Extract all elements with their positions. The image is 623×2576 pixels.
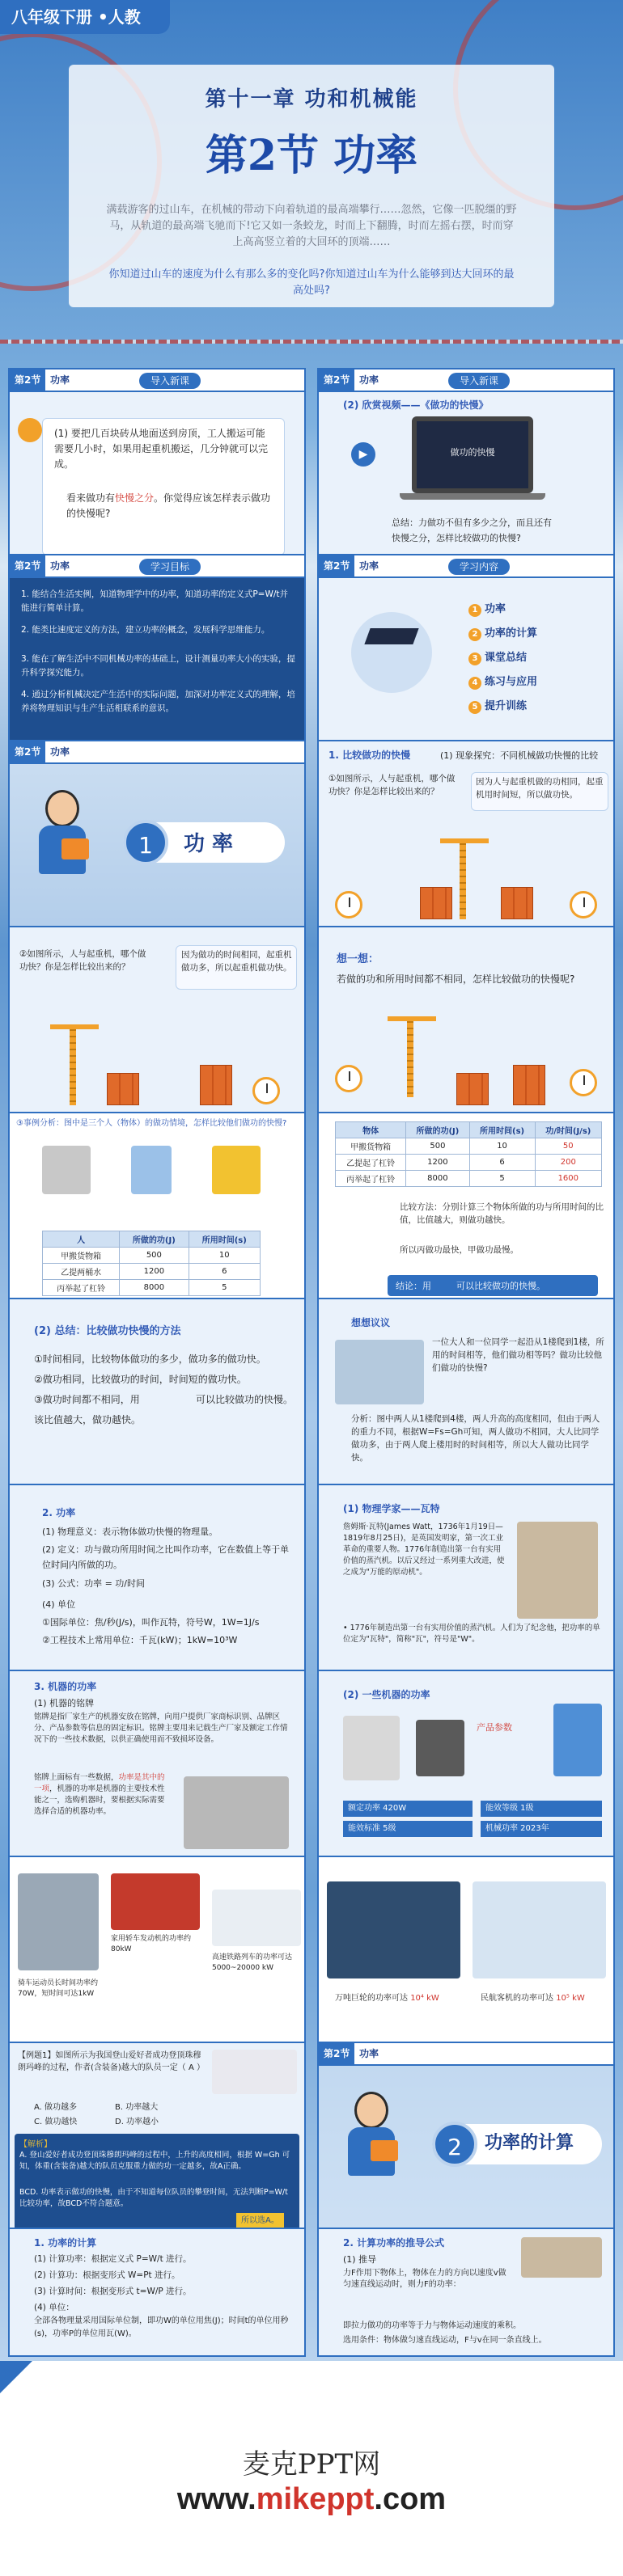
menu-item-summary[interactable]: 3 课堂总结 <box>468 648 527 665</box>
method-2: ②做功相同，比较做功的时间，时间短的做功快。 <box>34 1374 247 1385</box>
paragraph-1: 铭牌是指厂家生产的机器安放在铭牌，向用户提供厂家商标识别、品牌区分、产品参数等信息的固定标识。铭牌主要用来记载生产厂家及额定工作情况下的一些技术数据，以供正确使用而不致损坏设备。 <box>34 1712 288 1744</box>
menu-item-practice[interactable]: 4 练习与应用 <box>468 673 537 690</box>
section-title: 第2节 功率 <box>205 131 418 180</box>
option-d[interactable]: D. 功率越小 <box>115 2118 159 2126</box>
calc-3: (3) 计算时间：根据变形式 t=W/P 进行。 <box>34 2287 192 2296</box>
derivation-conclusion: 即拉力做功的功率等于力与物体运动速度的乘积。 <box>343 2321 521 2330</box>
slide-power-definition <box>8 1484 306 1690</box>
crane-icon <box>388 1008 436 1097</box>
clock-icon <box>570 1069 597 1096</box>
slide-tag: 导入新课 <box>139 373 201 389</box>
video-caption: 总结：力做功不但有多少之分，而且还有快慢之分，怎样比较做功的快慢? <box>392 517 552 543</box>
clock-icon <box>335 891 362 918</box>
calc-4: (4) 单位： <box>34 2303 74 2312</box>
objective-3: 3. 能在了解生活中不同机械功率的基础上，设计测量功率大小的实验，提升科学探究能力。 <box>21 654 295 678</box>
definition-formula: (3) 公式：功率 = 功/时间 <box>42 1578 145 1589</box>
heading: 1. 比较做功的快慢 <box>328 750 411 761</box>
rail-decoration <box>0 340 623 344</box>
question: ①如图所示，人与起重机，哪个做功快？你是怎样比较出来的？ <box>328 774 456 796</box>
slide-discuss <box>317 1298 615 1504</box>
laptop-screen[interactable] <box>412 416 533 493</box>
explanation-a: A. 登山爱好者成功登顶珠穆朗玛峰的过程中，上升的高度相同，根据 W=Gh 可知，体重(含装备)越大的队员克服重力做的功一定越多，故A正确。 <box>19 2151 290 2171</box>
watt-portrait <box>517 1522 598 1619</box>
heading: 想想议议 <box>351 1317 391 1328</box>
video-subtitle: (2) 欣赏视频——《做功的快慢》 <box>343 399 489 411</box>
slide-number: 第2节 <box>319 370 354 391</box>
subheading: (1) 现象探究：不同机械做功快慢的比较 <box>440 750 599 761</box>
cover-question: 你知道过山车的速度为什么有那么多的变化吗?你知道过山车为什么能够到达大回环的最高处吗? <box>108 268 515 297</box>
airplane-photo <box>473 1881 606 1978</box>
slide-contents <box>317 554 615 760</box>
menu-item-calc[interactable]: 2 功率的计算 <box>468 624 537 641</box>
analysis: 分析：图中两人从1楼爬到4楼，两人升高的高度相同，但由于两人的重力不同，根据W=Fs=Gh可知，两人做功不相同，大人比同学做功多，由于两人爬上楼用时的时间相等，所以大人做功比同学快。 <box>351 1414 600 1463</box>
car-caption: 家用轿车发动机的功率约80kW <box>111 1935 192 1953</box>
nameplate-illustration <box>184 1776 289 1849</box>
corner-decoration <box>0 2361 32 2393</box>
cap-icon <box>364 628 418 644</box>
bricks-icon <box>200 1065 232 1105</box>
explanation-bcd: BCD. 功率表示做功的快慢，由于不知道每位队员的攀登时间，无法判断P=W/t比较功率，故BCD不符合题意。 <box>19 2188 288 2208</box>
cyclist-caption: 骑车运动员长时间功率约70W，短时间可达1kW <box>18 1979 99 1998</box>
heading: (2) 一些机器的功率 <box>343 1689 430 1700</box>
slide-label: 功率 <box>50 560 70 572</box>
buckets-illustration <box>131 1146 172 1194</box>
explanation-label: 【解析】 <box>19 2140 52 2149</box>
climber-illustration <box>212 2050 297 2094</box>
clock-icon <box>570 891 597 918</box>
bricks-icon <box>513 1065 545 1105</box>
question: 若做的功和所用时间都不相同，怎样比较做功的快慢呢? <box>337 973 575 985</box>
option-c[interactable]: C. 做功越快 <box>34 2118 78 2126</box>
bricks-icon <box>456 1073 489 1105</box>
forklift-illustration <box>212 1146 261 1194</box>
cart-illustration <box>42 1146 91 1194</box>
fan-illustration <box>553 1704 602 1776</box>
plane-caption: 民航客机的功率可达 10⁵ kW <box>481 1994 585 2003</box>
derivation-text: 力F作用下物体上，物体在力的方向以速度v做匀速直线运动时，则力F的功率： <box>343 2269 506 2289</box>
subheading: (1) 机器的铭牌 <box>34 1698 95 1708</box>
conclusion-label: 结论：用 <box>396 1281 431 1291</box>
crane-icon <box>50 1016 99 1105</box>
slide-label: 功率 <box>359 374 379 386</box>
laptop-base <box>400 493 545 500</box>
slide-label: 功率 <box>50 746 70 758</box>
slide-machine-power <box>317 1670 615 1876</box>
clock-icon <box>335 1065 362 1092</box>
slide-label: 功率 <box>359 560 379 572</box>
slide-objectives <box>8 554 306 760</box>
graduation-illustration <box>351 612 432 693</box>
heading: 1. 功率的计算 <box>34 2237 97 2249</box>
clock-icon <box>252 1077 280 1104</box>
spec-label-2: 能效标准 5级 <box>343 1821 473 1837</box>
example-question: 【例题1】如图所示为我国登山爱好者成功登顶珠穆朗玛峰的过程，作者(含装备)越大的队员一定（ A ） <box>18 2051 206 2072</box>
paragraph-2: 铭牌上面标有一些数据，功率是其中的一项，机器的功率是机器的主要技术性能之一，选购机器时，要根据实际需要选择合适的机器功率。 <box>34 1773 165 1816</box>
objective-4: 4. 通过分析机械决定产生活中的实际问题，加深对功率定义式的理解，培养将物理知识与生产生活相联系的意识。 <box>21 690 295 713</box>
slide-tag: 学习目标 <box>139 559 201 575</box>
bricks-icon <box>420 887 452 919</box>
section-title: 功率的计算 <box>485 2133 574 2153</box>
slide-power-examples-1 <box>8 1856 306 2062</box>
slide-watt <box>317 1484 615 1690</box>
slide-machine-plate <box>8 1670 306 1876</box>
question: ②如图所示，人与起重机，哪个做功快？你是怎样比较出来的？ <box>19 949 146 972</box>
objective-1: 1. 能结合生活实例，知道物理学中的功率，知道功率的定义式P=W/t并能进行简单计算。 <box>21 589 289 613</box>
slide-power-derivation <box>317 2228 615 2357</box>
menu-item-advanced[interactable]: 5 提升训练 <box>468 697 527 714</box>
section-number: 1 <box>123 820 168 865</box>
slide-label: 功率 <box>359 2048 379 2059</box>
spec-label-4: 机械功率 2023年 <box>481 1821 602 1837</box>
method-text: 比较方法：分别计算三个物体所做的功与所用时间的比值，比值越大，则做功越快。 <box>400 1202 604 1225</box>
question: 一位大人和一位同学一起沿从1楼爬到1楼，所用的时间相等，他们做功相等吗？做功比较他们做功的快慢? <box>432 1337 604 1373</box>
heading: (2) 总结：比较做功快慢的方法 <box>34 1325 181 1337</box>
chapter-title: 第十一章 功和机械能 <box>205 87 418 112</box>
slide-example-1 <box>8 2042 306 2248</box>
note-text: • 1776年制造出第一台有实用价值的蒸汽机。人们为了纪念他，把功率的单位定为"瓦特"，简称"瓦"，符号是"W"。 <box>343 1624 600 1644</box>
answer: 因为做功的时间相同，起重机做功多，所以起重机做功快。 <box>181 950 292 973</box>
slide-intro-bricks <box>8 368 306 574</box>
definition-unit: (4) 单位 <box>42 1599 76 1610</box>
ship-caption: 万吨巨轮的功率可达 10⁴ kW <box>335 1994 439 2003</box>
heading: 想一想： <box>337 953 379 965</box>
train-photo <box>212 1890 301 1946</box>
slide-tag: 导入新课 <box>448 373 510 389</box>
slide-compare-2 <box>8 926 306 1132</box>
option-b[interactable]: B. 功率越大 <box>115 2103 159 2112</box>
slide-number: 第2节 <box>10 370 45 391</box>
slide-compare-1 <box>317 740 615 946</box>
slide-number: 第2节 <box>319 2043 354 2064</box>
calc-units: 全部各物理量采用国际单位制，即功W的单位用焦(J)；时间t的单位用秒(s)，功率P的单位用瓦(W)。 <box>34 2316 289 2338</box>
student-illustration <box>34 790 91 887</box>
spec-title: 产品参数 <box>477 1722 512 1733</box>
question-text-2: 看来做功有快慢之分。你觉得应该怎样表示做功的快慢呢? <box>66 492 271 519</box>
heading: 3. 机器的功率 <box>34 1681 97 1692</box>
slide-number: 第2节 <box>319 555 354 576</box>
calc-1: (1) 计算功率：根据定义式 P=W/t 进行。 <box>34 2254 192 2264</box>
stairs-illustration <box>335 1340 424 1404</box>
spec-label-3: 能效等级 1级 <box>481 1801 602 1817</box>
slide-video <box>317 368 615 574</box>
slide-section1 <box>8 740 306 946</box>
student-illustration <box>343 2092 400 2189</box>
footer-site-name: 麦克PPT网 <box>242 2448 381 2481</box>
slide-section2 <box>317 2042 615 2248</box>
heading: 2. 功率 <box>42 1507 76 1518</box>
definition-si-unit: ①国际单位：焦/秒(J/s)，叫作瓦特，符号W，1W=1J/s <box>42 1617 260 1628</box>
slide-power-examples-2 <box>317 1856 615 2062</box>
cart-push-illustration <box>521 2237 602 2278</box>
cyclists-photo <box>18 1873 99 1970</box>
conclusion-text: 可以比较做功的快慢。 <box>456 1281 545 1291</box>
definition-kw: ②工程技术上常用单位：千瓦(kW)；1kW=10³W <box>42 1635 238 1645</box>
train-caption: 高速铁路列车的功率可达5000~20000 kW <box>212 1953 293 1972</box>
cover-card <box>69 65 554 307</box>
method-4: 该比值越大，做功越快。 <box>34 1414 142 1425</box>
water-heater-illustration <box>416 1720 464 1776</box>
subheading: (1) 推导 <box>343 2254 377 2265</box>
calc-2: (2) 计算功：根据变形式 W=Pt 进行。 <box>34 2270 180 2280</box>
slide-tag: 学习内容 <box>448 559 510 575</box>
method-3: ③做功时间都不相同，用 <box>34 1394 140 1405</box>
answer-label: 所以选A。 <box>236 2213 284 2228</box>
spec-label-1: 额定功率 420W <box>343 1801 473 1817</box>
bricks-icon <box>107 1073 139 1105</box>
laptop-title: 做功的快慢 <box>450 447 495 458</box>
question-text: (1) 要把几百块砖从地面送到房顶，工人搬运可能需要几小时，如果用起重机搬运，几分钟就可以完成。 <box>54 428 269 470</box>
heading: (1) 物理学家——瓦特 <box>343 1503 440 1514</box>
footer-url[interactable]: www.mikeppt.com <box>176 2482 447 2516</box>
definition-meaning: (1) 物理意义：表示物体做功快慢的物理量。 <box>42 1527 218 1537</box>
heading: 2. 计算功率的推导公式 <box>343 2237 445 2249</box>
slide-example-table <box>8 1112 306 1318</box>
example-table: 人 所做的功(J) 所用时间(s) 甲搬货物箱 500 10 乙提两桶水 1200 6 丙举起了杠铃 8000 5 <box>42 1231 261 1296</box>
question: ③事例分析：图中是三个人（物体）的做功情境，怎样比较他们做功的快慢? <box>16 1119 287 1128</box>
slide-number: 第2节 <box>10 555 45 576</box>
answer: 因为人与起重机做的功相同，起重机用时间短，所以做功快。 <box>476 777 604 800</box>
washer-illustration <box>343 1716 400 1780</box>
footer <box>0 2361 623 2576</box>
slide-power-calc <box>8 2228 306 2357</box>
option-a[interactable]: A. 做功越多 <box>34 2103 78 2112</box>
deco-dot <box>18 418 42 442</box>
bio-text: 詹姆斯·瓦特(James Watt，1736年1月19日—1819年8月25日)，是英国发明家，第一次工业革命的重要人物。1776年制造出第一台有实用价值的蒸汽机。以后又经过一系列重大改进，使之成为"万能的原动机"。 <box>343 1522 505 1577</box>
method-1: ①时间相同，比较物体做功的多少，做功多的做功快。 <box>34 1353 266 1365</box>
slide-ratio-table <box>317 1112 615 1318</box>
objective-2: 2. 能类比速度定义的方法，建立功率的概念，发展科学思维能力。 <box>21 625 270 635</box>
section-title: 功 率 <box>184 832 234 856</box>
definition-def: (2) 定义：功与做功所用时间之比叫作功率，它在数值上等于单位时间内所做的功。 <box>42 1544 290 1570</box>
play-icon[interactable]: ▶ <box>351 442 375 467</box>
ship-photo <box>327 1881 460 1978</box>
bricks-icon <box>501 887 533 919</box>
slide-number: 第2节 <box>10 741 45 762</box>
car-photo <box>111 1873 200 1930</box>
derivation-condition: 选用条件：物体做匀速直线运动，F与v在同一条直线上。 <box>343 2336 547 2345</box>
result-text: 所以丙做功最快，甲做功最慢。 <box>400 1245 519 1255</box>
grade-badge: 八年级下册 •人教 <box>0 0 170 34</box>
slide-think <box>317 926 615 1132</box>
section-number: 2 <box>432 2122 477 2167</box>
menu-item-power[interactable]: 1 功率 <box>468 600 506 617</box>
ratio-table: 物体 所做的功(J) 所用时间(s) 功/时间(J/s) 甲搬货物箱 500 10 50 乙提起了杠铃 1200 6 200 丙举起了杠铃 8000 5 1600 <box>335 1121 602 1187</box>
method-3b: 可以比较做功的快慢。 <box>196 1394 294 1405</box>
slide-label: 功率 <box>50 374 70 386</box>
slide-summary-methods <box>8 1298 306 1504</box>
cover-intro: 满载游客的过山车，在机械的带动下向着轨道的最高端攀行……忽然，它像一匹脱缰的野马，从轨道的最高端飞驰而下!它又如一条蛟龙，时而上下翻腾，时而左摇右摆，时而穿上高高竖立着的大回环的顶端…… <box>106 204 517 248</box>
